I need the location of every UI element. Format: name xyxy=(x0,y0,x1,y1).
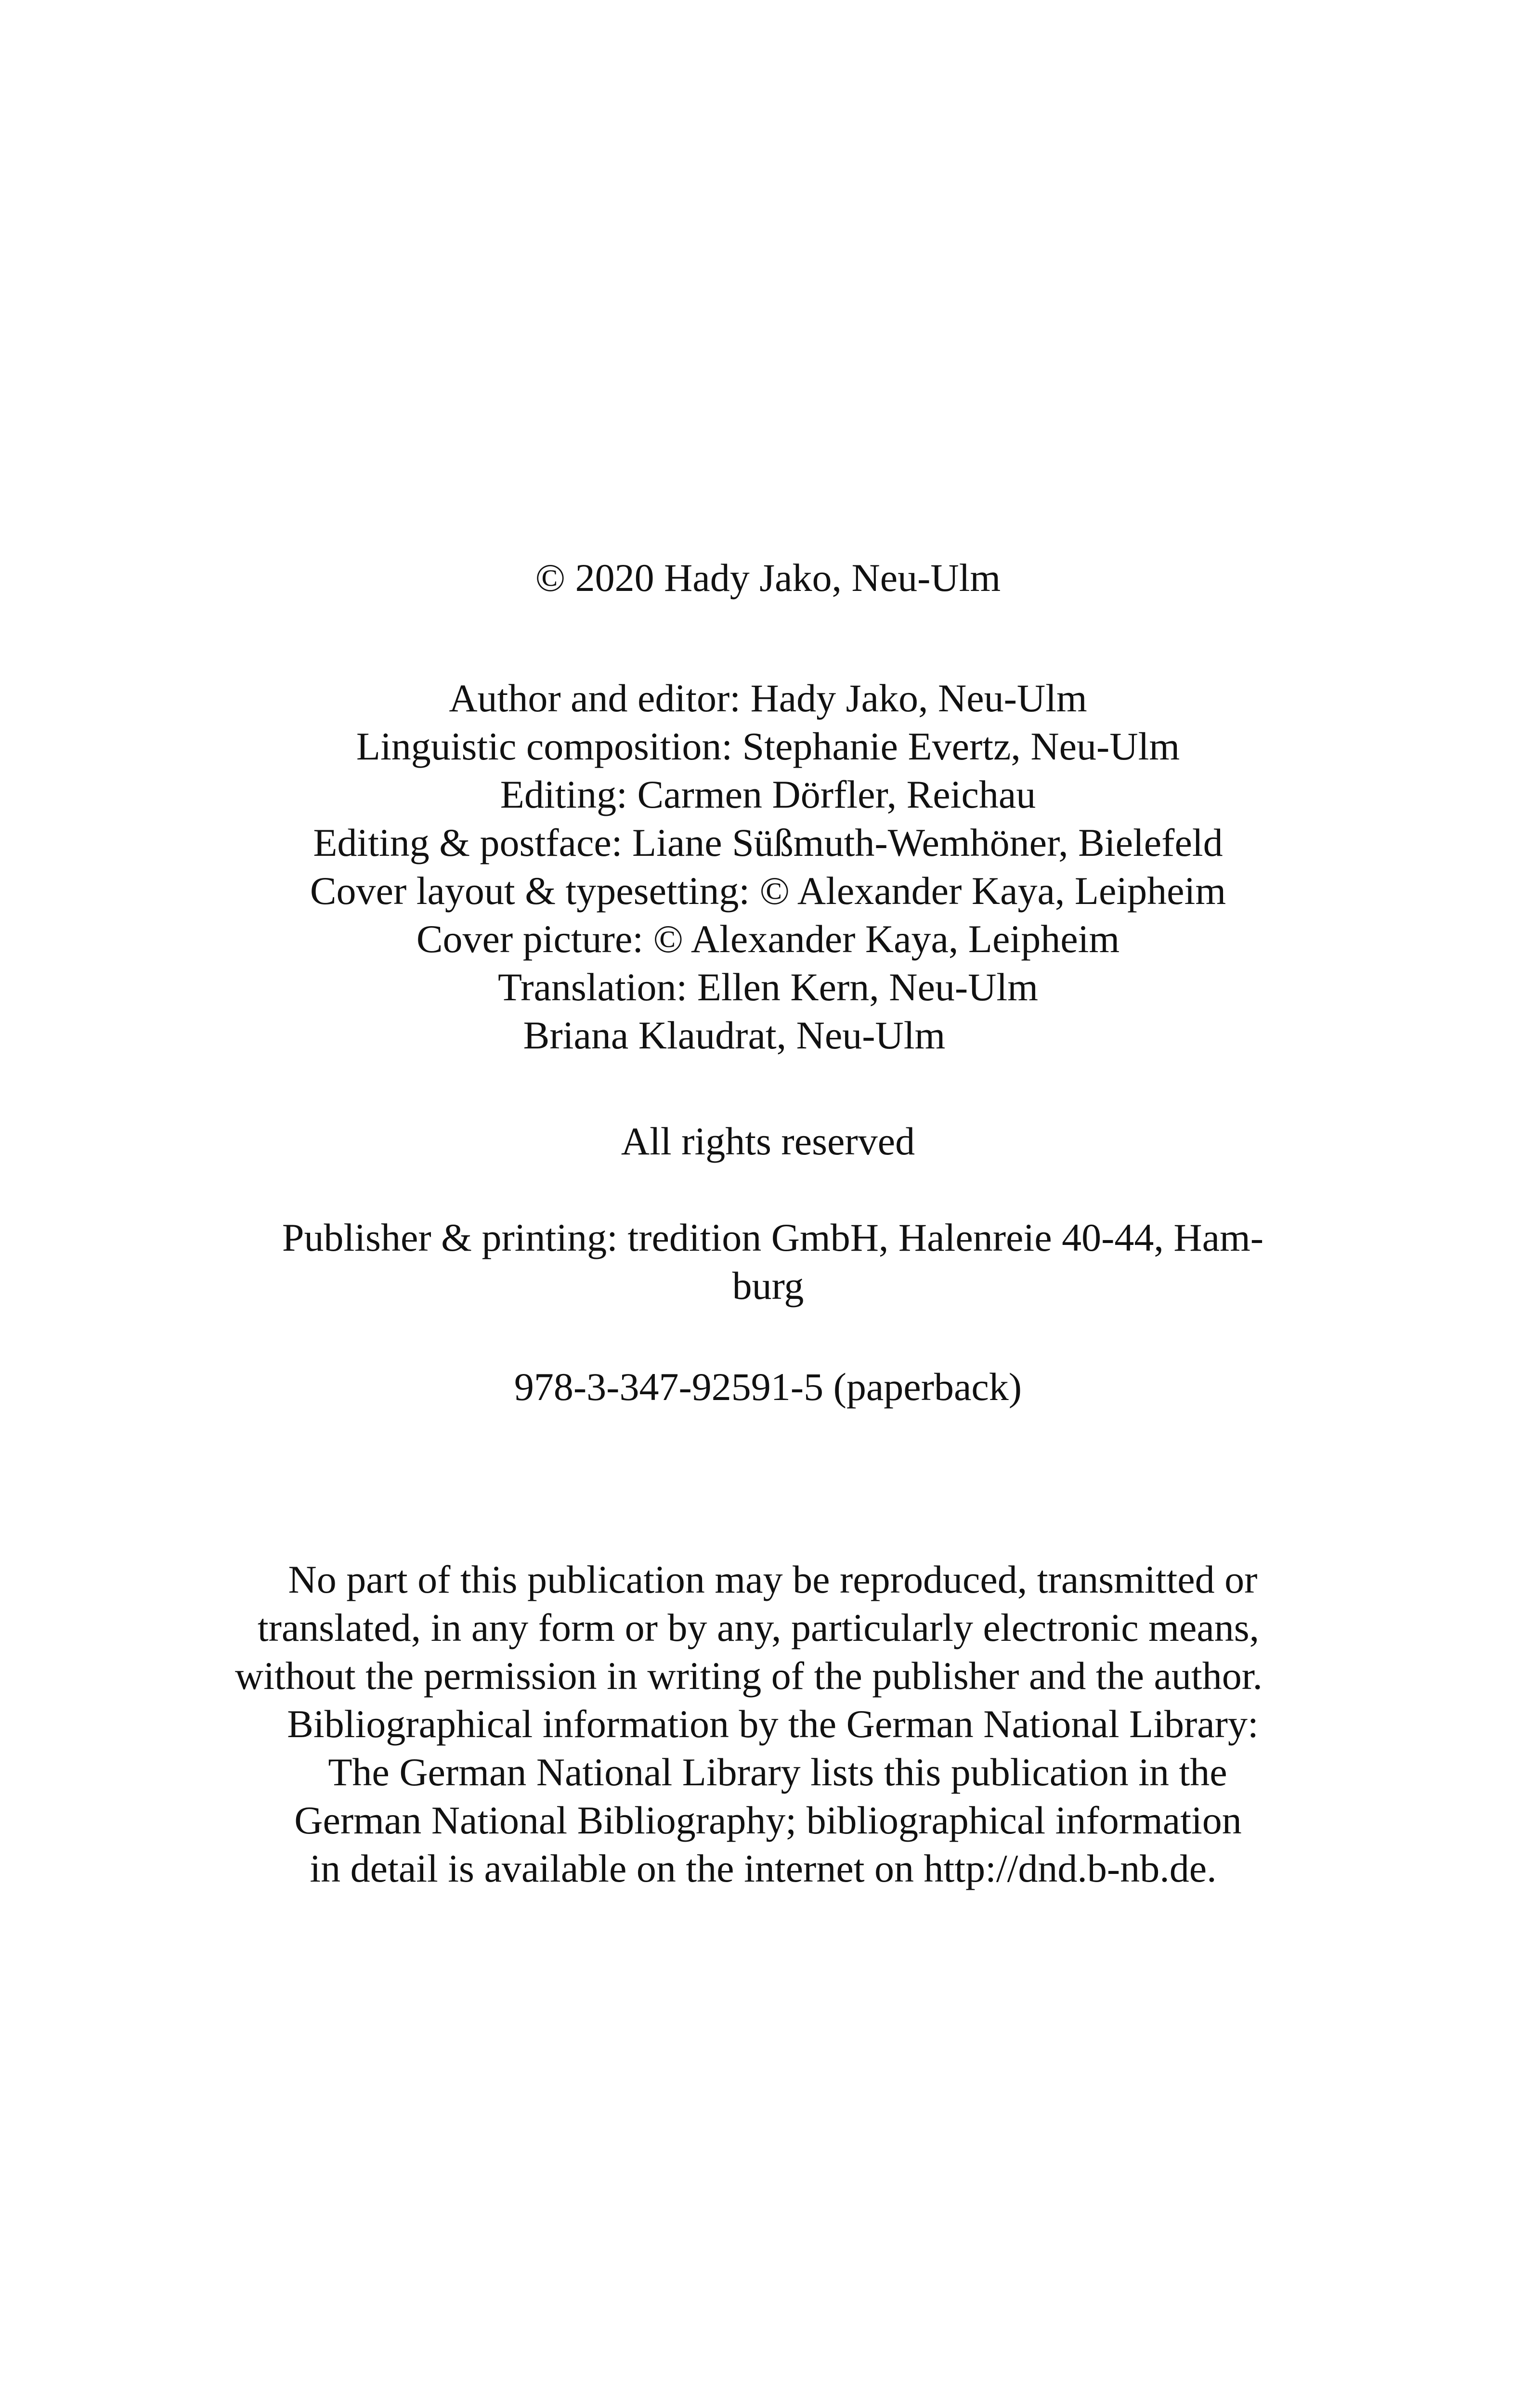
isbn: 978-3-347-92591-5 (paperback) xyxy=(514,1365,1022,1409)
credit-linguistic-composition: Linguistic composition: Stephanie Evertz, Neu-Ulm xyxy=(356,724,1180,768)
rights-reserved: All rights reserved xyxy=(621,1119,915,1163)
bibliographic-info-line: German National Bibliography; bibliographical information xyxy=(294,1798,1242,1842)
legal-notice-line: translated, in any form or by any, particularly electronic means, xyxy=(257,1606,1260,1649)
credit-translation-second: Briana Klaudrat, Neu-Ulm xyxy=(523,1013,946,1057)
legal-notice-line: No part of this publication may be reproduced, transmitted or xyxy=(288,1557,1258,1601)
credit-cover-picture: Cover picture: © Alexander Kaya, Leipheim xyxy=(416,917,1120,961)
bibliographic-info-line: in detail is available on the internet on http://dnd.b-nb.de. xyxy=(310,1846,1217,1890)
credit-author-editor: Author and editor: Hady Jako, Neu-Ulm xyxy=(449,676,1087,720)
credit-translation: Translation: Ellen Kern, Neu-Ulm xyxy=(497,965,1038,1009)
bibliographic-info-line: The German National Library lists this publication in the xyxy=(328,1750,1227,1794)
credit-editing-postface: Editing & postface: Liane Süßmuth-Wemhöner, Bielefeld xyxy=(313,821,1223,864)
copyright-line: © 2020 Hady Jako, Neu-Ulm xyxy=(535,556,1001,600)
legal-notice-line: without the permission in writing of the publisher and the author. xyxy=(235,1654,1263,1698)
publisher-line-continued: burg xyxy=(732,1264,804,1308)
bibliographic-info-line: Bibliographical information by the German National Library: xyxy=(287,1702,1259,1746)
publisher-line: Publisher & printing: tredition GmbH, Halenreie 40-44, Ham- xyxy=(282,1216,1264,1259)
credit-editing: Editing: Carmen Dörfler, Reichau xyxy=(500,772,1036,816)
credit-cover-layout: Cover layout & typesetting: © Alexander Kaya, Leipheim xyxy=(310,869,1226,913)
